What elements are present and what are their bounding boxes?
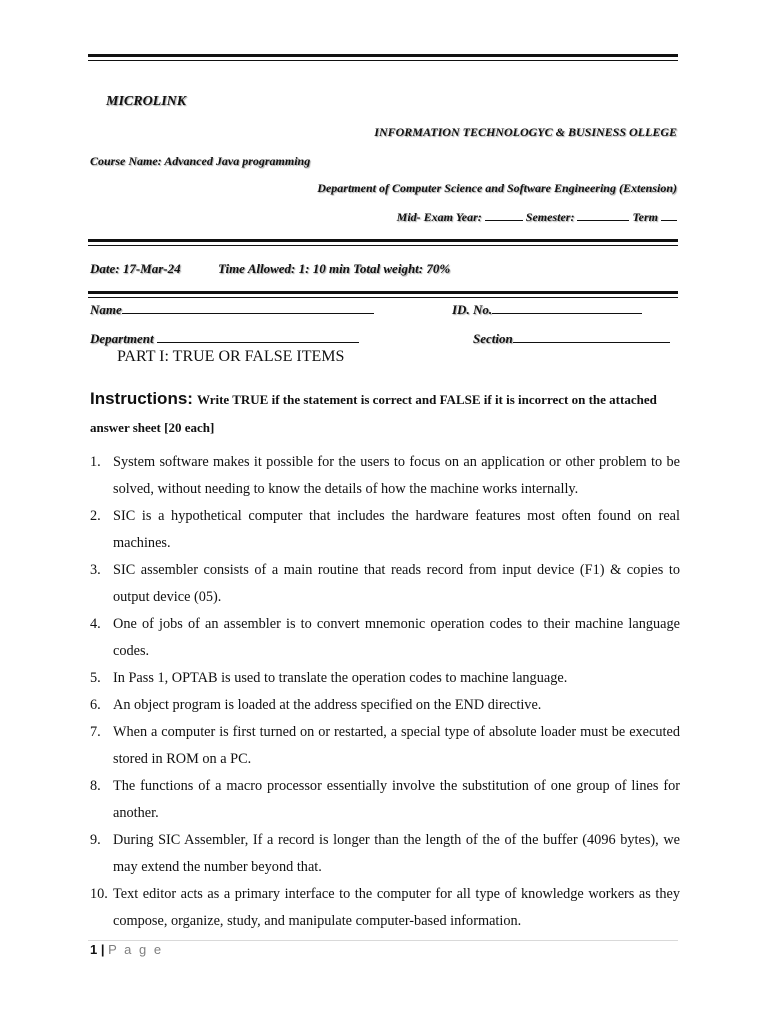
fields-rule-thick: [88, 291, 678, 294]
question-item: [90, 665, 680, 692]
question-number: 4.: [90, 616, 101, 632]
info-rule-thin: [88, 245, 678, 246]
question-item: [90, 719, 680, 773]
page-footer: [90, 942, 163, 957]
question-number: 10.: [90, 886, 108, 902]
semester-blank: [577, 209, 629, 221]
exam-line: [397, 209, 677, 225]
question-text: System software makes it possible for the users to focus on an application or other problem to be solved, without needing to know the details of how the machine works internally.: [113, 454, 680, 497]
question-item: [90, 692, 680, 719]
question-number: 5.: [90, 670, 101, 686]
question-item: [90, 503, 680, 557]
question-text: An object program is loaded at the address specified on the END directive.: [113, 697, 542, 713]
page-number: 1: [90, 942, 98, 957]
question-text: During SIC Assembler, If a record is longer than the length of the of the buffer (4096 bytes), we may extend the number beyond that.: [113, 832, 680, 875]
top-rule-thick: [88, 54, 678, 57]
college-name: INFORMATION TECHNOLOGYC & BUSINESS OLLEGE: [374, 125, 677, 139]
term-blank: [661, 209, 677, 221]
section-blank[interactable]: [513, 331, 670, 343]
id-blank[interactable]: [492, 302, 642, 314]
footer-rule: [88, 940, 678, 941]
id-field: [452, 302, 642, 318]
department-blank[interactable]: [157, 331, 359, 343]
id-label: ID. No.: [452, 302, 493, 317]
question-number: 8.: [90, 778, 101, 794]
instructions: [90, 385, 682, 442]
name-label: Name: [90, 302, 122, 317]
top-rule-thin: [88, 60, 678, 61]
org-name: MICROLINK: [106, 94, 187, 109]
instructions-text: Write TRUE if the statement is correct and FALSE if it is incorrect on the attached answer sheet [20 each]: [90, 392, 657, 435]
question-text: When a computer is first turned on or restarted, a special type of absolute loader must be executed stored in ROM on a PC.: [113, 724, 680, 767]
question-number: 2.: [90, 508, 101, 524]
department-line: Department of Computer Science and Software Engineering (Extension): [317, 181, 677, 195]
question-item: [90, 449, 680, 503]
name-field: [90, 302, 374, 318]
question-number: 3.: [90, 562, 101, 578]
question-number: 6.: [90, 697, 101, 713]
question-number: 7.: [90, 724, 101, 740]
semester-label: Semester:: [525, 210, 575, 224]
question-text: One of jobs of an assembler is to convert mnemonic operation codes to their machine language codes.: [113, 616, 680, 659]
question-text: Text editor acts as a primary interface to the computer for all type of knowledge workers as they compose, organize, study, and manipulate computer-based information.: [113, 886, 680, 929]
section-label: Section: [473, 331, 513, 346]
fields-rule-thin: [88, 297, 678, 298]
question-text: The functions of a macro processor essentially involve the substitution of one group of lines for another.: [113, 778, 680, 821]
question-text: SIC assembler consists of a main routine that reads record from input device (F1) & copies to output device (05).: [113, 562, 680, 605]
instructions-heading: Instructions:: [90, 389, 193, 408]
question-list: [90, 449, 680, 935]
course-name: Course Name: Advanced Java programming: [90, 154, 311, 168]
question-item: [90, 773, 680, 827]
part-title: PART I: TRUE OR FALSE ITEMS: [117, 348, 345, 365]
page-label: P a g e: [108, 942, 164, 957]
time-allowed: Time Allowed: 1: 10 min Total weight: 70%: [218, 261, 451, 276]
exam-label: Mid- Exam Year:: [396, 210, 482, 224]
department-label: Department: [90, 331, 154, 346]
question-item: [90, 611, 680, 665]
info-rule-thick: [88, 239, 678, 242]
question-item: [90, 557, 680, 611]
year-blank: [485, 209, 523, 221]
department-field: [90, 331, 359, 347]
question-number: 1.: [90, 454, 101, 470]
question-item: [90, 881, 680, 935]
section-field: [473, 331, 670, 347]
exam-date: Date: 17-Mar-24: [90, 261, 181, 276]
page-separator: |: [100, 942, 105, 957]
term-label: Term: [632, 210, 658, 224]
question-text: In Pass 1, OPTAB is used to translate the operation codes to machine language.: [113, 670, 568, 686]
question-item: [90, 827, 680, 881]
question-number: 9.: [90, 832, 101, 848]
name-blank[interactable]: [122, 302, 374, 314]
question-text: SIC is a hypothetical computer that includes the hardware features most often found on real machines.: [113, 508, 680, 551]
